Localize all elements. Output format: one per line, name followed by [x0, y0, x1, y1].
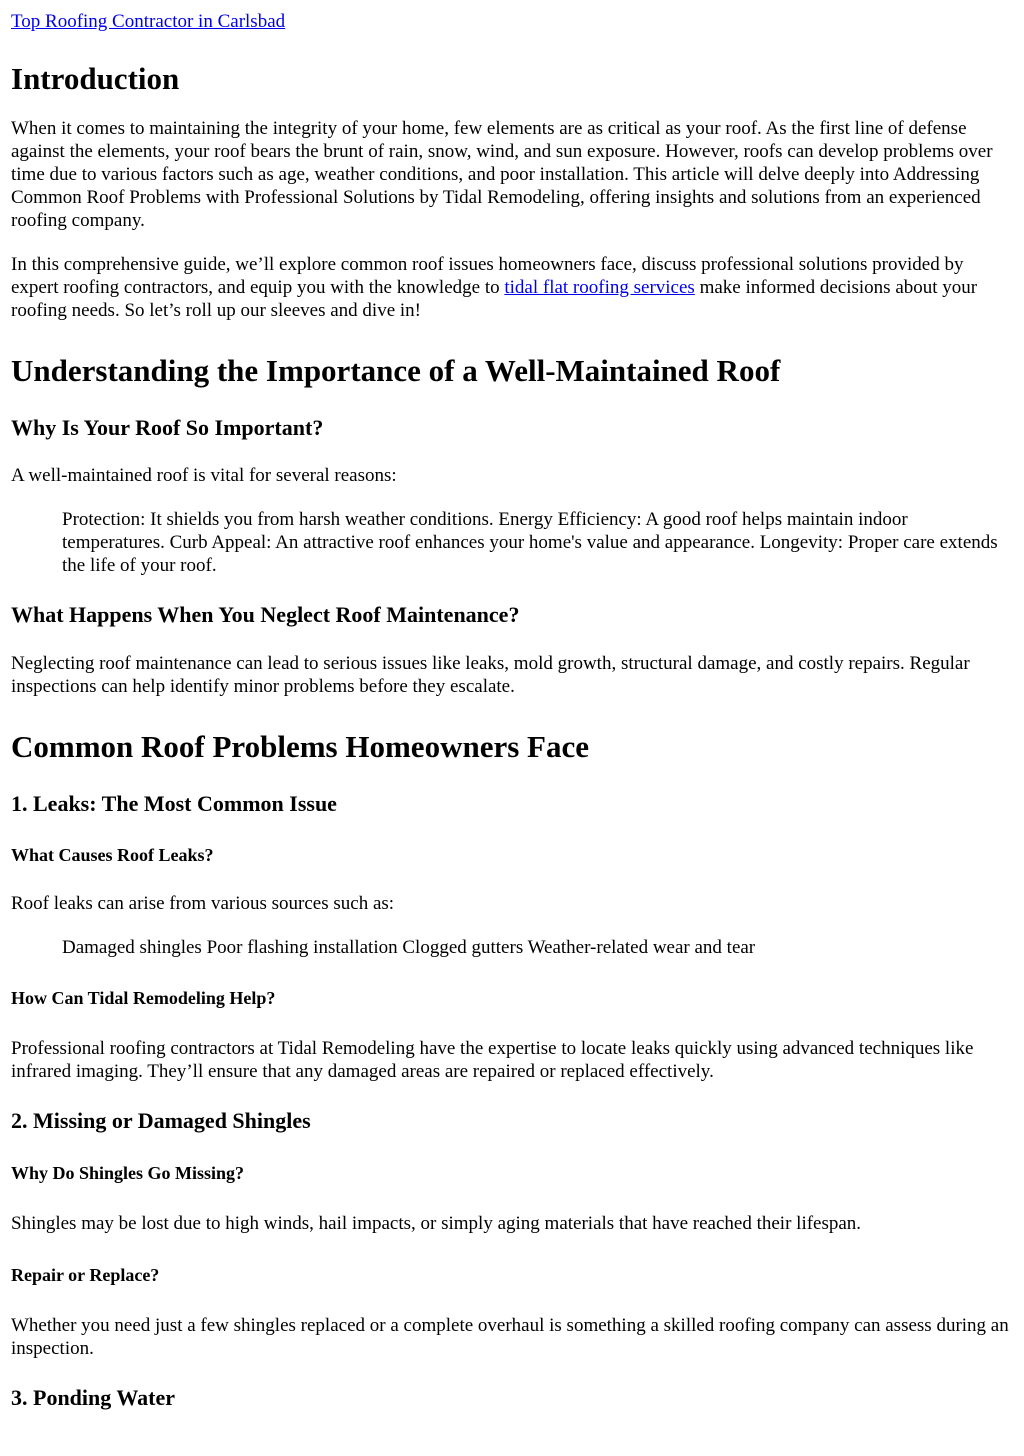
tidal-help-heading: How Can Tidal Remodeling Help? [11, 988, 276, 1008]
tidal-help-text: Professional roofing contractors at Tidal Remodeling have the expertise to locate leaks quickly using advanced techniques like infrared imaging. They’ll ensure that any damaged areas are repaired or replaced effectively. [11, 1038, 974, 1082]
ponding-water-heading: 3. Ponding Water [11, 1385, 176, 1410]
intro-paragraph-2 [11, 253, 1013, 322]
intro-paragraph-2-text-after: make informed decisions about your roofing needs. So let’s roll up our sleeves and dive in! [11, 277, 978, 321]
why-roof-important-text: A well-maintained roof is vital for several reasons: [11, 465, 397, 486]
top-roofing-contractor-link[interactable]: Top Roofing Contractor in Carlsbad [11, 11, 286, 32]
tidal-flat-roofing-services-link[interactable]: tidal flat roofing services [504, 277, 695, 298]
neglect-maintenance-heading: What Happens When You Neglect Roof Maintenance? [11, 602, 520, 627]
leak-causes-list: Damaged shingles Poor flashing installation Clogged gutters Weather-related wear and tear [62, 937, 756, 958]
importance-heading: Understanding the Importance of a Well-Maintained Roof [11, 353, 781, 388]
leak-causes-text: Roof leaks can arise from various sources such as: [11, 893, 395, 914]
document-page [0, 10, 1024, 1411]
shingles-missing-why-text: Shingles may be lost due to high winds, hail impacts, or simply aging materials that have reached their lifespan. [11, 1213, 862, 1234]
roof-reasons-list: Protection: It shields you from harsh weather conditions. Energy Efficiency: A good roof helps maintain indoor temperatures. Curb Appeal: An attractive roof enhances your home's value and appearance. Longevity: Proper care extends the life of your roof. [62, 509, 998, 576]
repair-or-replace-text: Whether you need just a few shingles replaced or a complete overhaul is something a skilled roofing company can assess during an inspection. [11, 1315, 1009, 1359]
introduction-heading: Introduction [11, 61, 180, 96]
neglect-maintenance-text: Neglecting roof maintenance can lead to serious issues like leaks, mold growth, structural damage, and costly repairs. Regular inspections can help identify minor problems before they escalate. [11, 653, 970, 697]
shingles-missing-why-heading: Why Do Shingles Go Missing? [11, 1163, 245, 1183]
common-problems-heading: Common Roof Problems Homeowners Face [11, 729, 589, 764]
why-roof-important-heading: Why Is Your Roof So Important? [11, 415, 324, 440]
intro-paragraph-2-text-before: In this comprehensive guide, we’ll explore common roof issues homeowners face, discuss professional solutions provided by expert roofing contractors, and equip you with the knowledge to [11, 254, 964, 298]
leak-causes-heading: What Causes Roof Leaks? [11, 845, 214, 865]
intro-paragraph-1: When it comes to maintaining the integrity of your home, few elements are as critical as your roof. As the first line of defense against the elements, your roof bears the brunt of rain, snow, wind, and sun exposure. However, roofs can develop problems over time due to various factors such as age, weather conditions, and poor installation. This article will delve deeply into Addressing Common Roof Problems with Professional Solutions by Tidal Remodeling, offering insights and solutions from an experienced roofing company. [11, 118, 993, 231]
missing-shingles-heading: 2. Missing or Damaged Shingles [11, 1108, 311, 1133]
repair-or-replace-heading: Repair or Replace? [11, 1265, 160, 1285]
leaks-heading: 1. Leaks: The Most Common Issue [11, 791, 337, 816]
